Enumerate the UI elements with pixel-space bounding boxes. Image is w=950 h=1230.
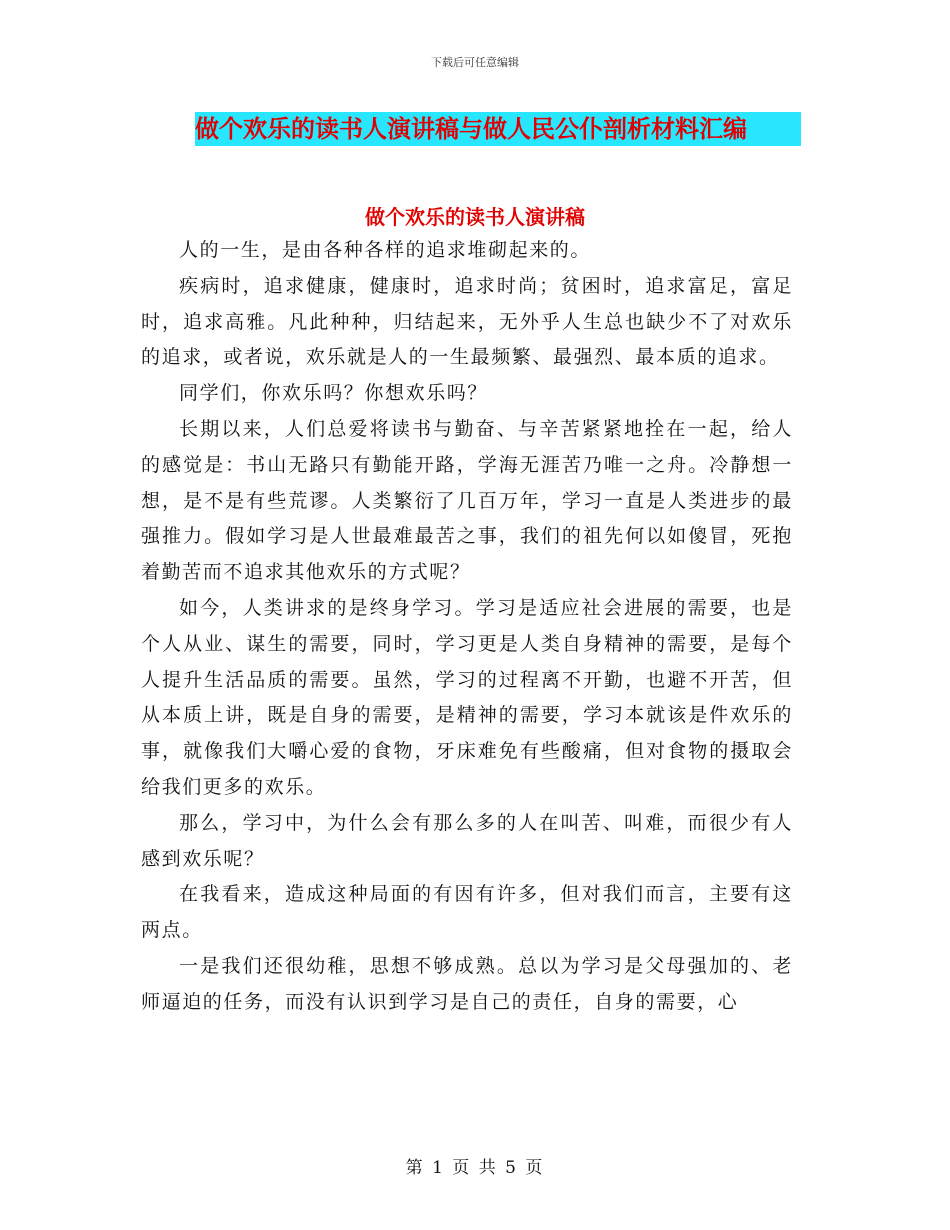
- section-title: 做个欢乐的读书人演讲稿: [365, 205, 585, 229]
- paragraph: 在我看来，造成这种局面的有因有许多，但对我们而言，主要有这两点。: [141, 883, 793, 942]
- paragraph: 疾病时，追求健康，健康时，追求时尚；贫困时，追求富足，富足时，追求高雅。凡此种种，归结起来，无外乎人生总也缺少不了对欢乐的追求，或者说，欢乐就是人的一生最频繁、最强烈、最本质的追求。: [141, 274, 793, 369]
- paragraph: 如今，人类讲求的是终身学习。学习是适应社会进展的需要，也是个人从业、谋生的需要，同时，学习更是人类自身精神的需要，是每个人提升生活品质的需要。虽然，学习的过程离不开勤，也避不开苦，但从本质上讲，既是自身的需要，是精神的需要，学习本就该是件欢乐的事，就像我们大嚼心爱的食物，牙床难免有些酸痛，但对食物的摄取会给我们更多的欢乐。: [141, 596, 793, 798]
- document-title: 做个欢乐的读书人演讲稿与做人民公仆剖析材料汇编: [195, 112, 801, 146]
- paragraph: 同学们，你欢乐吗？你想欢乐吗？: [179, 382, 489, 405]
- paragraph: 人的一生，是由各种各样的追求堆砌起来的。: [179, 239, 592, 261]
- paragraph: 一是我们还很幼稚，思想不够成熟。总以为学习是父母强加的、老师逼迫的任务，而没有认识到学习是自己的责任，自身的需要，心: [141, 954, 793, 1013]
- page-header-note: 下载后可任意编辑: [431, 56, 519, 69]
- document-body: [141, 233, 793, 1021]
- page-number-footer: 第 1 页 共 5 页: [405, 1158, 545, 1178]
- paragraph: 那么，学习中，为什么会有那么多的人在叫苦、叫难，而很少有人感到欢乐呢？: [141, 811, 793, 870]
- paragraph: 长期以来，人们总爱将读书与勤奋、与辛苦紧紧地拴在一起，给人的感觉是：书山无路只有勤能开路，学海无涯苦乃唯一之舟。冷静想一想，是不是有些荒谬。人类繁衍了几百万年，学习一直是人类进步的最强推力。假如学习是人世最难最苦之事，我们的祖先何以如傻冒，死抱着勤苦而不追求其他欢乐的方式呢？: [141, 417, 793, 584]
